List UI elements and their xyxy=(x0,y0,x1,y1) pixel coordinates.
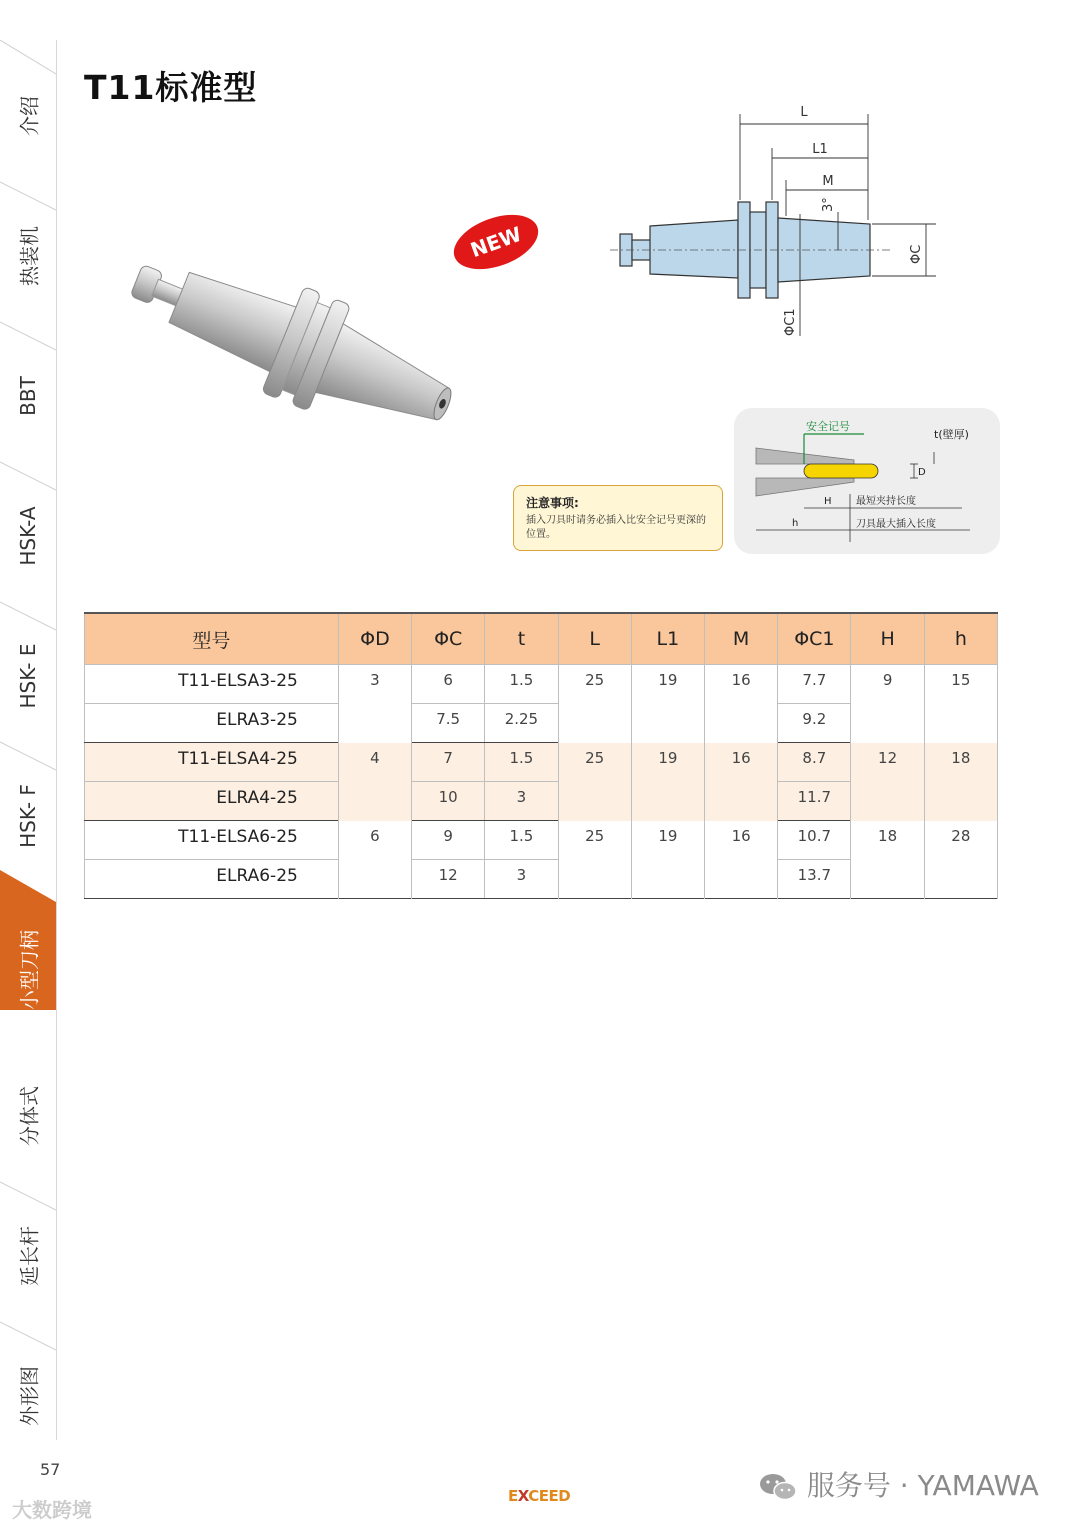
tab-label: 分体式 xyxy=(17,1086,42,1146)
tab-label: 小型刀柄 xyxy=(17,930,42,1010)
C-cell: 12 xyxy=(412,860,485,899)
tab-label: 介绍 xyxy=(17,96,42,136)
header-t: t xyxy=(485,613,558,665)
table-row xyxy=(85,665,998,704)
tab-label: HSK-A xyxy=(16,506,40,566)
tab-label: 外形图 xyxy=(17,1366,42,1426)
t-cell: 3 xyxy=(485,782,558,821)
tab-divider xyxy=(0,180,56,220)
tab-hsk-f[interactable] xyxy=(0,740,56,880)
L-cell: 25 xyxy=(558,821,631,899)
dimension-drawing xyxy=(610,100,970,350)
tab-extension[interactable] xyxy=(0,1180,56,1320)
C1-cell: 10.7 xyxy=(778,821,851,860)
min-clamp-label: 最短夹持长度 xyxy=(856,496,916,507)
tab-outline[interactable] xyxy=(0,1320,56,1460)
watermark-right-text: 服务号 · YAMAWA xyxy=(806,1469,1039,1502)
M-cell: 16 xyxy=(705,821,778,899)
h-cell: 28 xyxy=(924,821,997,899)
header-C1: ΦC1 xyxy=(778,613,851,665)
header-H: H xyxy=(851,613,924,665)
H-cell: 18 xyxy=(851,821,924,899)
tab-shrink-fit-machine[interactable] xyxy=(0,180,56,320)
page-title: T11标准型 xyxy=(84,68,258,107)
dim-label-L: L xyxy=(800,105,808,120)
tab-label: HSK- F xyxy=(16,784,40,848)
caution-title: 注意事项: xyxy=(526,496,579,510)
C-cell: 9 xyxy=(412,821,485,860)
dim-label-phiC1: ΦC1 xyxy=(783,308,798,336)
model-cell: ELRA4-25 xyxy=(85,782,339,821)
new-badge xyxy=(448,212,544,272)
logo-part: X xyxy=(517,1487,529,1505)
safety-mark-label: 安全记号 xyxy=(806,420,850,433)
header-D: ΦD xyxy=(338,613,411,665)
caution-note xyxy=(513,485,723,551)
H-cell: 12 xyxy=(851,743,924,821)
watermark-left xyxy=(12,1494,92,1523)
watermark-left-text: 大数跨境 xyxy=(12,1498,92,1522)
model-cell: T11-ELSA3-25 xyxy=(85,665,339,704)
h-cell: 18 xyxy=(924,743,997,821)
M-cell: 16 xyxy=(705,743,778,821)
D-cell: 4 xyxy=(338,743,411,821)
tab-divider xyxy=(0,40,56,80)
H-cell: 9 xyxy=(851,665,924,743)
wall-thickness-label: t(壁厚) xyxy=(934,428,969,441)
dim-label-L1: L1 xyxy=(812,142,828,157)
tab-intro[interactable] xyxy=(0,40,56,180)
insertion-detail-diagram xyxy=(734,408,1000,554)
C-cell: 6 xyxy=(412,665,485,704)
D-cell: 3 xyxy=(338,665,411,743)
badge-text: NEW xyxy=(467,221,525,263)
tab-divider xyxy=(0,1320,56,1360)
C-cell: 7.5 xyxy=(412,704,485,743)
tab-divider xyxy=(0,460,56,500)
C-cell: 7 xyxy=(412,743,485,782)
C1-cell: 9.2 xyxy=(778,704,851,743)
header-model: 型号 xyxy=(85,613,339,665)
C1-cell: 7.7 xyxy=(778,665,851,704)
D-cell: 6 xyxy=(338,821,411,899)
table-header-row xyxy=(85,613,998,665)
header-L: L xyxy=(558,613,631,665)
logo-part: E xyxy=(508,1487,518,1505)
header-L1: L1 xyxy=(631,613,704,665)
model-cell: T11-ELSA4-25 xyxy=(85,743,339,782)
t-cell: 3 xyxy=(485,860,558,899)
side-tab-strip xyxy=(0,40,57,1440)
model-cell: ELRA3-25 xyxy=(85,704,339,743)
L1-cell: 19 xyxy=(631,821,704,899)
spec-table xyxy=(84,612,998,899)
tab-hsk-e[interactable] xyxy=(0,600,56,740)
dim-label-angle: 3° xyxy=(821,197,836,212)
tab-hsk-a[interactable] xyxy=(0,460,56,600)
table-row xyxy=(85,821,998,860)
caution-text: 插入刀具时请务必插入比安全记号更深的位置。 xyxy=(526,515,706,540)
logo-part: CEED xyxy=(528,1487,571,1505)
t-cell: 1.5 xyxy=(485,821,558,860)
tab-label: 热装机 xyxy=(17,226,42,286)
model-cell: ELRA6-25 xyxy=(85,860,339,899)
tab-label: BBT xyxy=(16,376,40,416)
C1-cell: 13.7 xyxy=(778,860,851,899)
insertion-detail-panel xyxy=(734,408,1000,554)
C-cell: 10 xyxy=(412,782,485,821)
t-cell: 1.5 xyxy=(485,665,558,704)
table-row xyxy=(85,743,998,782)
D-label: D xyxy=(918,467,926,478)
tab-divider xyxy=(0,320,56,360)
tab-modular[interactable] xyxy=(0,1040,56,1180)
tab-bbt[interactable] xyxy=(0,320,56,460)
watermark-right xyxy=(758,1464,1039,1504)
t-cell: 1.5 xyxy=(485,743,558,782)
C1-cell: 11.7 xyxy=(778,782,851,821)
dim-label-M: M xyxy=(822,174,834,189)
h-cell: 15 xyxy=(924,665,997,743)
model-cell: T11-ELSA6-25 xyxy=(85,821,339,860)
page-number: 57 xyxy=(40,1460,61,1479)
header-C: ΦC xyxy=(412,613,485,665)
header-h: h xyxy=(924,613,997,665)
tab-small-holder[interactable] xyxy=(0,870,56,1010)
L-cell: 25 xyxy=(558,665,631,743)
tab-divider xyxy=(0,1180,56,1220)
L-cell: 25 xyxy=(558,743,631,821)
h-label: h xyxy=(792,518,799,529)
tool-holder-photo xyxy=(100,240,490,470)
L1-cell: 19 xyxy=(631,743,704,821)
H-label: H xyxy=(824,496,832,507)
tab-divider xyxy=(0,600,56,640)
M-cell: 16 xyxy=(705,665,778,743)
max-insert-label: 刀具最大插入长度 xyxy=(856,519,936,530)
t-cell: 2.25 xyxy=(485,704,558,743)
tab-label: HSK- E xyxy=(16,643,40,709)
dim-label-phiC: ΦC xyxy=(909,244,924,264)
L1-cell: 19 xyxy=(631,665,704,743)
tab-label: 延长杆 xyxy=(17,1226,42,1286)
tab-divider xyxy=(0,740,56,780)
exceed-logo xyxy=(508,1486,572,1508)
wechat-icon xyxy=(758,1471,798,1503)
C1-cell: 8.7 xyxy=(778,743,851,782)
header-M: M xyxy=(705,613,778,665)
